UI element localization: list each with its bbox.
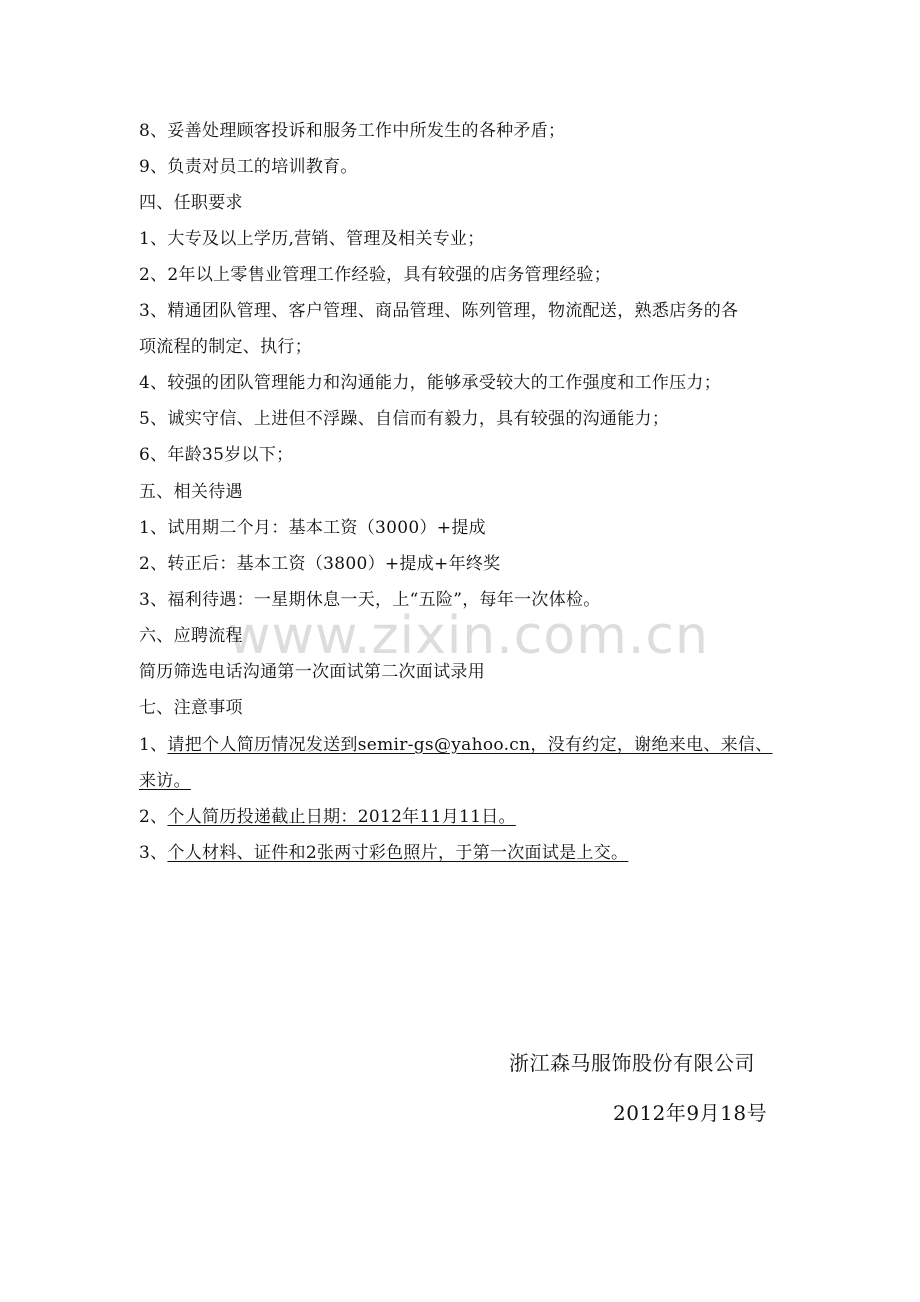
- requirement-item-1: 1、大专及以上学历,营销、管理及相关专业；: [139, 229, 485, 249]
- requirement-item-3: 3、精通团队管理、客户管理、商品管理、陈列管理，物流配送，熟悉店务的各: [139, 301, 739, 321]
- watermark: www.zixin.com.cn: [228, 606, 709, 666]
- requirement-item-2: 2、2年以上零售业管理工作经验，具有较强的店务管理经验；: [139, 265, 612, 285]
- note-text: 请把个人简历情况发送到semir-gs@yahoo.cn，没有约定，谢绝来电、来信、: [167, 735, 773, 755]
- benefit-item-2: 2、转正后：基本工资（3800）+提成+年终奖: [139, 554, 501, 574]
- note-number: 1、: [139, 735, 168, 755]
- requirement-item-3-cont: 项流程的制定、执行；: [139, 337, 312, 357]
- duty-item-8: 8、妥善处理顾客投诉和服务工作中所发生的各种矛盾；: [139, 121, 566, 141]
- benefit-item-3: 3、福利待遇：一星期休息一天，上“五险”，每年一次体检。: [139, 590, 601, 610]
- note-text: 来访。: [139, 771, 191, 791]
- note-item-3: [139, 842, 628, 864]
- note-text: 个人材料、证件和2张两寸彩色照片，于第一次面试是上交。: [167, 843, 629, 863]
- note-item-2: [139, 806, 516, 828]
- process-steps: 简历筛选电话沟通第一次面试第二次面试录用: [139, 662, 485, 682]
- requirement-item-4: 4、较强的团队管理能力和沟通能力，能够承受较大的工作强度和工作压力；: [139, 373, 722, 393]
- signature-date: 2012年9月18号: [613, 1101, 768, 1125]
- duty-item-9: 9、负责对员工的培训教育。: [139, 157, 358, 177]
- section-heading-requirements: 四、任职要求: [139, 193, 243, 213]
- note-item-1-cont: [139, 770, 191, 792]
- requirement-item-5: 5、诚实守信、上进但不浮躁、自信而有毅力，具有较强的沟通能力；: [139, 409, 670, 429]
- signature-company: 浙江森马服饰股份有限公司: [509, 1051, 755, 1075]
- note-number: 2、: [139, 807, 168, 827]
- note-item-1: [139, 734, 773, 756]
- requirement-item-6: 6、年龄35岁以下；: [139, 445, 294, 465]
- benefit-item-1: 1、试用期二个月：基本工资（3000）+提成: [139, 518, 486, 538]
- section-heading-process: 六、应聘流程: [139, 626, 243, 646]
- section-heading-benefits: 五、相关待遇: [139, 482, 243, 502]
- section-heading-notes: 七、注意事项: [139, 698, 243, 718]
- note-text: 个人简历投递截止日期：2012年11月11日。: [167, 807, 516, 827]
- note-number: 3、: [139, 843, 168, 863]
